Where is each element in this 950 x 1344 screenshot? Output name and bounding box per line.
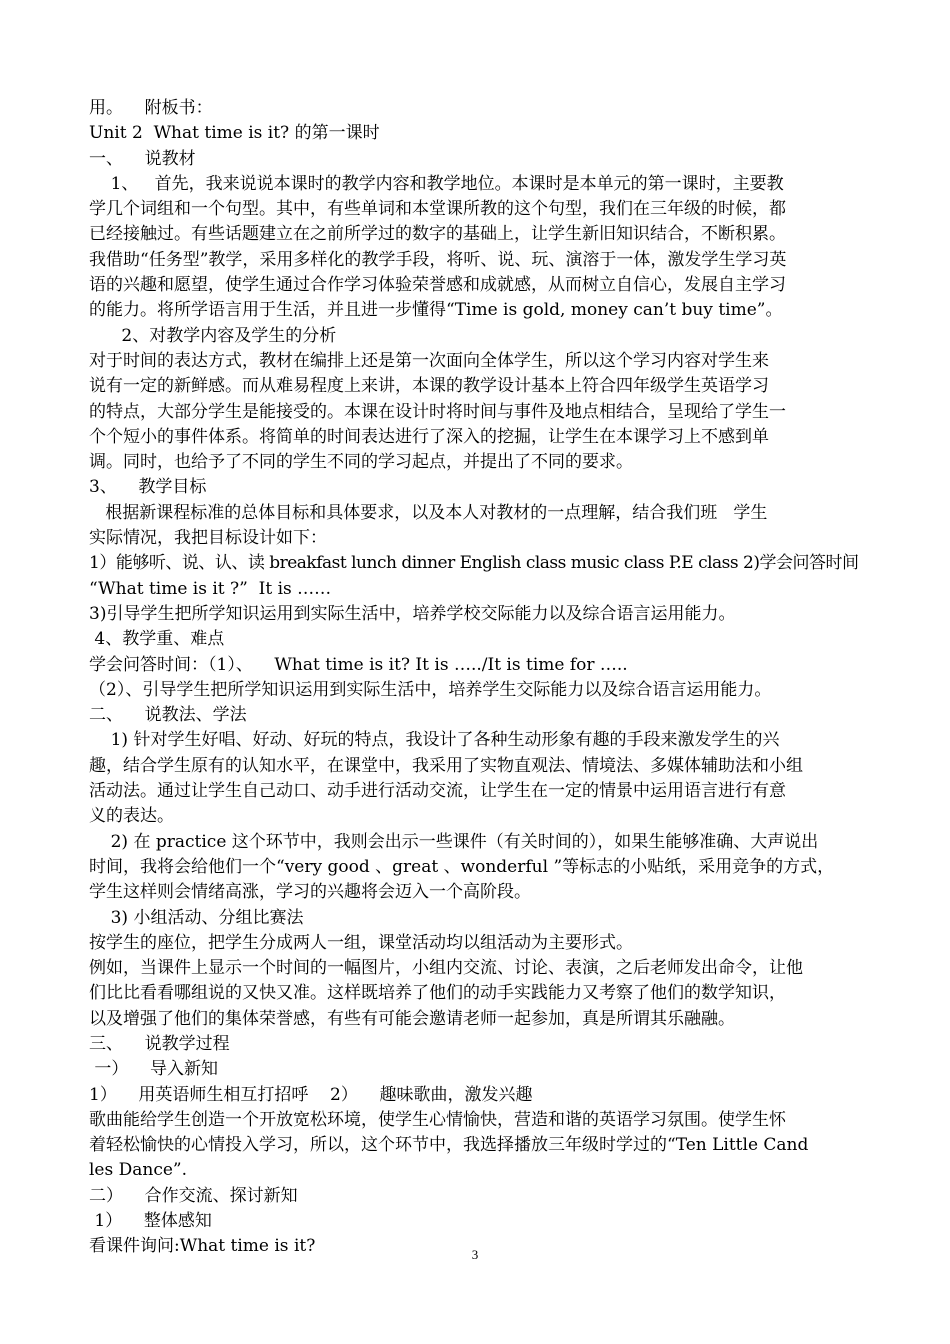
text-line: 学会问答时间：（1）、 What time is it? It is …../It is time for ….. bbox=[89, 654, 628, 675]
text-line: 着轻松愉快的心情投入学习，所以，这个环节中，我选择播放三年级时学过的“Ten Little Cand bbox=[89, 1135, 809, 1156]
text-line: 按学生的座位，把学生分成两人一组，课堂活动均以组活动为主要形式。 bbox=[89, 932, 633, 953]
text-line: 的能力。将所学语言用于生活，并且进一步懂得“Time is gold, money can’t buy time”。 bbox=[89, 300, 783, 321]
text-line: 趣，结合学生原有的认知水平，在课堂中，我采用了实物直观法、情境法、多媒体辅助法和小组 bbox=[89, 755, 803, 776]
section-heading: 三、 说教学过程 bbox=[89, 1033, 230, 1054]
subsection-heading: 1） 整体感知 bbox=[89, 1211, 212, 1232]
text-line: 用。 附板书： bbox=[89, 98, 213, 118]
text-line: 调。同时，也给予了不同的学生不同的学习起点，并提出了不同的要求。 bbox=[89, 452, 633, 473]
text-line: 歌曲能给学生创造一个开放宽松环境，使学生心情愉快，营造和谐的英语学习氛围。使学生怀 bbox=[89, 1109, 786, 1130]
text-line: 说有一定的新鲜感。而从难易程度上来讲，本课的教学设计基本上符合四年级学生英语学习 bbox=[89, 376, 769, 397]
subsection-heading: 二） 合作交流、探讨新知 bbox=[89, 1185, 298, 1206]
text-line: （2）、引导学生把所学知识运用到实际生活中，培养学生交际能力以及综合语言运用能力。 bbox=[89, 679, 772, 700]
subsection-heading: 2、对教学内容及学生的分析 bbox=[89, 325, 337, 346]
text-line: Unit 2 What time is it? 的第一课时 bbox=[89, 123, 380, 144]
subsection-heading: 4、教学重、难点 bbox=[89, 629, 225, 650]
text-line: 学几个词组和一个句型。其中，有些单词和本堂课所教的这个句型，我们在三年级的时候，都 bbox=[89, 199, 786, 220]
subsection-heading: 3) 小组活动、分组比赛法 bbox=[89, 907, 304, 928]
text-line: 例如，当课件上显示一个时间的一幅图片，小组内交流、讨论、表演，之后老师发出命令，让他 bbox=[89, 958, 803, 979]
text-line: les Dance”. bbox=[89, 1160, 188, 1181]
text-line: 1、 首先，我来说说本课时的教学内容和教学地位。本课时是本单元的第一课时，主要教 bbox=[89, 173, 784, 194]
text-line: 活动法。通过让学生自己动口、动手进行活动交流，让学生在一定的情景中运用语言进行有意 bbox=[89, 781, 786, 802]
text-line: 我借助“任务型”教学，采用多样化的教学手段，将听、说、玩、演溶于一体，激发学生学习英 bbox=[89, 249, 787, 270]
text-line: 的特点，大部分学生是能接受的。本课在设计时将时间与事件及地点相结合，呈现给了学生一 bbox=[89, 401, 786, 422]
section-heading: 二、 说教法、学法 bbox=[89, 705, 247, 726]
text-line: 语的兴趣和愿望，使学生通过合作学习体验荣誉感和成就感，从而树立自信心，发展自主学习 bbox=[89, 275, 786, 296]
text-line: 实际情况，我把目标设计如下： bbox=[89, 528, 327, 549]
text-line: 1) 针对学生好唱、好动、好玩的特点，我设计了各种生动形象有趣的手段来激发学生的兴 bbox=[89, 730, 780, 751]
section-heading: 一、 说教材 bbox=[89, 148, 196, 169]
document-body bbox=[89, 96, 864, 1260]
text-line: 已经接触过。有些话题建立在之前所学过的数字的基础上，让学生新旧知识结合，不断积累。 bbox=[89, 224, 786, 245]
text-line: 1） 用英语师生相互打招呼 2） 趣味歌曲，激发兴趣 bbox=[89, 1084, 533, 1105]
text-line: 学生这样则会情绪高涨，学习的兴趣将会迈入一个高阶段。 bbox=[89, 882, 531, 903]
text-line: “What time is it ?” It is …… bbox=[89, 578, 332, 599]
text-line: 看课件询问:What time is it? bbox=[89, 1236, 316, 1257]
page-number: 3 bbox=[471, 1247, 479, 1262]
text-line: 个个短小的事件体系。将简单的时间表达进行了深入的挖掘，让学生在本课学习上不感到单 bbox=[89, 426, 769, 447]
text-line: 以及增强了他们的集体荣誉感，有些有可能会邀请老师一起参加，真是所谓其乐融融。 bbox=[89, 1008, 735, 1029]
text-line: 义的表达。 bbox=[89, 806, 174, 827]
text-line: 们比比看看哪组说的又快又准。这样既培养了他们的动手实践能力又考察了他们的数学知识， bbox=[89, 983, 786, 1004]
text-line: 根据新课程标准的总体目标和具体要求，以及本人对教材的一点理解，结合我们班 学生 bbox=[89, 502, 768, 523]
text-line: 2) 在 practice 这个环节中，我则会出示一些课件（有关时间的），如果生能够准确、大声说出 bbox=[89, 831, 819, 852]
text-line: 时间，我将会给他们一个“very good 、great 、wonderful ”等标志的小贴纸，采用竞争的方式， bbox=[89, 856, 835, 877]
subsection-heading: 一） 导入新知 bbox=[89, 1059, 219, 1080]
text-line: 对于时间的表达方式，教材在编排上还是第一次面向全体学生，所以这个学习内容对学生来 bbox=[89, 350, 769, 371]
subsection-heading: 3、 教学目标 bbox=[89, 477, 207, 498]
text-line: 3)引导学生把所学知识运用到实际生活中，培养学校交际能力以及综合语言运用能力。 bbox=[89, 603, 736, 624]
text-line: 1）能够听、说、认、读 breakfast lunch dinner English class music class P.E class 2)学会问答时间 bbox=[89, 553, 859, 574]
